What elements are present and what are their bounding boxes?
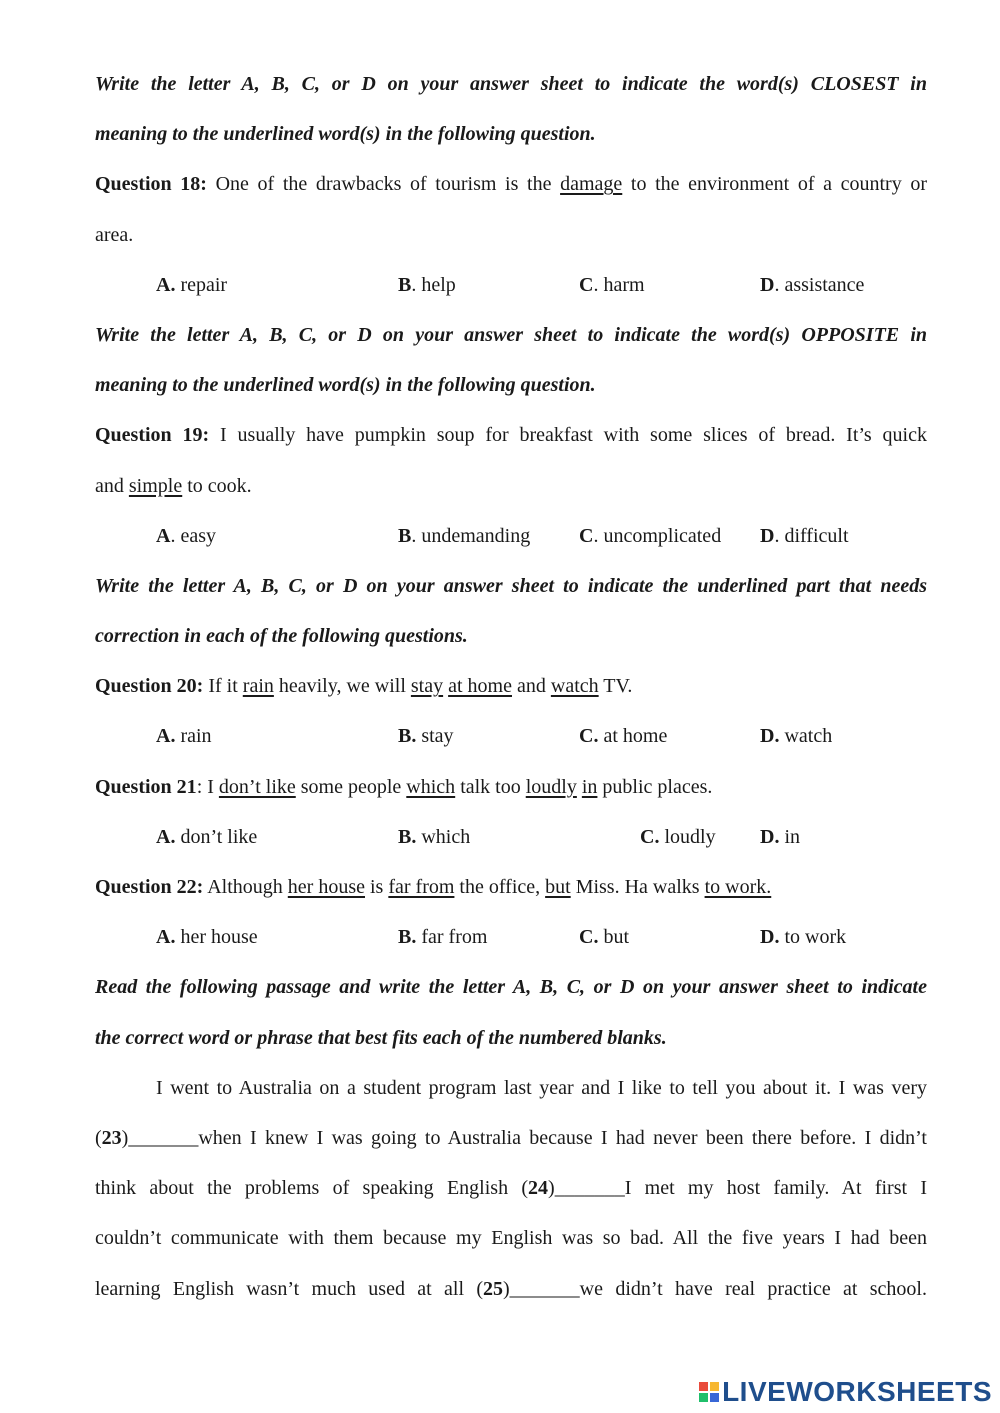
option-d[interactable]: [760, 819, 800, 869]
question-20-underlined-stay: stay: [410, 675, 444, 698]
passage-text: (: [95, 1126, 102, 1149]
passage-text: learning English wasn’t much used at all (: [95, 1277, 484, 1300]
blank-24-number: 24: [528, 1177, 549, 1200]
option-text: . assistance: [774, 273, 865, 296]
option-text: at home: [598, 725, 668, 748]
passage-line4: couldn’t communicate with them because my English was so bad. All the five years I had been: [95, 1227, 927, 1250]
question-18-options: [95, 267, 927, 317]
question-19-text: to cook.: [182, 474, 252, 497]
instruction-closest-line2: meaning to the underlined word(s) in the following question.: [95, 123, 596, 146]
question-22-underlined-to-work: to work.: [704, 876, 772, 898]
option-a[interactable]: [156, 819, 398, 869]
question-22-text: Miss. Ha walks: [570, 876, 705, 898]
option-letter: A.: [156, 825, 176, 848]
option-letter: C.: [579, 926, 599, 949]
option-d[interactable]: [760, 718, 832, 768]
question-20-options: [95, 718, 927, 768]
question-19-label: Question 19:: [95, 424, 210, 447]
question-22-text: the office,: [454, 876, 546, 898]
question-21-underlined-which: which: [406, 775, 456, 798]
question-18-label: Question 18:: [95, 173, 207, 196]
question-22-underlined-far-from: far from: [388, 876, 455, 898]
question-20-text: TV.: [598, 675, 633, 698]
instruction-opposite-line1: Write the letter A, B, C, or D on your answer sheet to indicate the word(s) OPPOSITE in: [95, 323, 927, 346]
blank-23-number: 23: [101, 1126, 122, 1149]
option-text: but: [598, 926, 630, 949]
option-text: far from: [416, 926, 488, 949]
question-22-label: Question 22:: [95, 876, 204, 898]
option-b[interactable]: [398, 267, 579, 317]
option-a[interactable]: [156, 919, 398, 969]
option-text: which: [416, 825, 471, 848]
option-letter: B: [398, 524, 412, 547]
instruction-closest-line1: Write the letter A, B, C, or D on your answer sheet to indicate the word(s) CLOSEST in: [95, 73, 927, 95]
question-21-options: [95, 819, 927, 869]
instruction-correction-line2: correction in each of the following questions.: [95, 625, 468, 648]
option-a[interactable]: [156, 267, 398, 317]
question-21-underlined-loudly: loudly: [525, 775, 577, 798]
option-letter: B.: [398, 825, 417, 848]
passage-text: )_______we didn’t have real practice at school.: [503, 1277, 927, 1300]
option-text: . difficult: [774, 524, 849, 547]
question-20-text: heavily, we will: [273, 675, 411, 698]
option-c[interactable]: [579, 919, 760, 969]
option-b[interactable]: [398, 718, 579, 768]
option-letter: A.: [156, 926, 176, 949]
option-a[interactable]: [156, 718, 398, 768]
question-19-text: and: [95, 474, 129, 497]
option-c[interactable]: [579, 718, 760, 768]
liveworksheets-logo-icon: [699, 1382, 719, 1402]
question-20-text: If it: [203, 675, 243, 698]
liveworksheets-logo: [699, 1377, 992, 1407]
passage-line1: I went to Australia on a student program last year and I like to tell you about it. I was very: [156, 1076, 927, 1099]
option-c[interactable]: [579, 518, 760, 568]
passage-line2: [95, 1120, 927, 1170]
question-20-label: Question 20:: [95, 675, 204, 698]
passage-text: )_______I met my host family. At first I: [548, 1177, 927, 1200]
option-text: don’t like: [175, 825, 258, 848]
option-text: rain: [175, 725, 212, 748]
option-letter: C: [579, 273, 594, 296]
option-letter: B: [398, 273, 412, 296]
question-19-line2: [95, 468, 927, 518]
option-b[interactable]: [398, 919, 579, 969]
option-letter: C.: [640, 825, 660, 848]
passage-line3: [95, 1170, 927, 1220]
question-20-underlined-watch: watch: [550, 675, 599, 698]
question-22-text: is: [365, 876, 389, 898]
option-d[interactable]: [760, 919, 846, 969]
option-letter: D.: [760, 725, 780, 748]
question-20-underlined-at-home: at home: [448, 675, 512, 698]
passage-text: )_______when I knew I was going to Australia because I had never been there before. I didn’t: [121, 1126, 927, 1149]
question-22-line1: [95, 869, 927, 919]
question-22-underlined-her-house: her house: [287, 876, 365, 898]
option-letter: D.: [760, 926, 780, 949]
question-20-line1: [95, 668, 927, 718]
option-letter: D: [760, 524, 775, 547]
option-text: . easy: [170, 524, 216, 547]
question-19-options: [95, 518, 927, 568]
option-b[interactable]: [398, 819, 640, 869]
logo-square: [710, 1382, 719, 1391]
question-22-options: [95, 919, 927, 969]
logo-square: [699, 1393, 708, 1402]
logo-square: [710, 1393, 719, 1402]
option-text: to work: [779, 926, 847, 949]
question-18-text: One of the drawbacks of tourism is the: [206, 173, 561, 196]
instruction-correction-line1: Write the letter A, B, C, or D on your answer sheet to indicate the underlined part that needs: [95, 574, 927, 597]
question-18-underlined-damage: damage: [560, 173, 623, 196]
option-text: . uncomplicated: [593, 524, 722, 547]
option-letter: B.: [398, 926, 417, 949]
option-d[interactable]: [760, 267, 864, 317]
question-21-line1: [95, 769, 927, 819]
option-letter: C.: [579, 725, 599, 748]
question-19-underlined-simple: simple: [128, 474, 183, 497]
option-text: . harm: [593, 273, 645, 296]
option-text: stay: [416, 725, 454, 748]
option-d[interactable]: [760, 518, 849, 568]
option-c[interactable]: [640, 819, 760, 869]
question-21-underlined-in: in: [581, 775, 598, 798]
worksheet-page: [95, 66, 927, 1321]
question-21-underlined-dont-like: don’t like: [218, 775, 296, 798]
question-18-line2: area.: [95, 223, 134, 246]
instruction-passage-line1: Read the following passage and write the letter A, B, C, or D on your answer sheet to indicate: [95, 976, 927, 999]
question-21-text: public places.: [597, 775, 713, 798]
option-letter: A.: [156, 725, 176, 748]
question-18-line1: [95, 166, 927, 216]
option-a[interactable]: [156, 518, 398, 568]
option-letter: B.: [398, 725, 417, 748]
option-b[interactable]: [398, 518, 579, 568]
blank-25-number: 25: [483, 1277, 504, 1300]
question-21-text: talk too: [455, 775, 526, 798]
question-19-text: I usually have pumpkin soup for breakfast with some slices of bread. It’s quick: [209, 424, 927, 447]
question-20-underlined-rain: rain: [242, 675, 274, 698]
option-text: watch: [779, 725, 833, 748]
question-21-label: Question 21: [95, 775, 197, 798]
question-20-text: and: [511, 675, 551, 698]
option-c[interactable]: [579, 267, 760, 317]
passage-text: think about the problems of speaking English (: [95, 1177, 529, 1200]
option-letter: D.: [760, 825, 780, 848]
question-19-line1: [95, 417, 927, 467]
question-21-text: some people: [295, 775, 407, 798]
question-18-text: to the environment of a country or: [622, 173, 927, 196]
option-letter: C: [579, 524, 594, 547]
instruction-opposite-line2: meaning to the underlined word(s) in the following question.: [95, 374, 596, 397]
option-text: repair: [175, 273, 228, 296]
liveworksheets-logo-text: LIVEWORKSHEETS: [722, 1376, 992, 1407]
question-22-underlined-but: but: [545, 876, 571, 898]
option-letter: D: [760, 273, 775, 296]
option-text: in: [779, 825, 801, 848]
question-22-text: Although: [203, 876, 288, 898]
question-21-text: : I: [196, 775, 219, 798]
passage-line5: [95, 1271, 927, 1321]
logo-square: [699, 1382, 708, 1391]
option-letter: A.: [156, 273, 176, 296]
option-text: her house: [175, 926, 258, 949]
option-text: . undemanding: [411, 524, 531, 547]
option-text: loudly: [659, 825, 716, 848]
option-letter: A: [156, 524, 171, 547]
instruction-passage-line2: the correct word or phrase that best fits each of the numbered blanks.: [95, 1026, 667, 1049]
option-text: . help: [411, 273, 456, 296]
